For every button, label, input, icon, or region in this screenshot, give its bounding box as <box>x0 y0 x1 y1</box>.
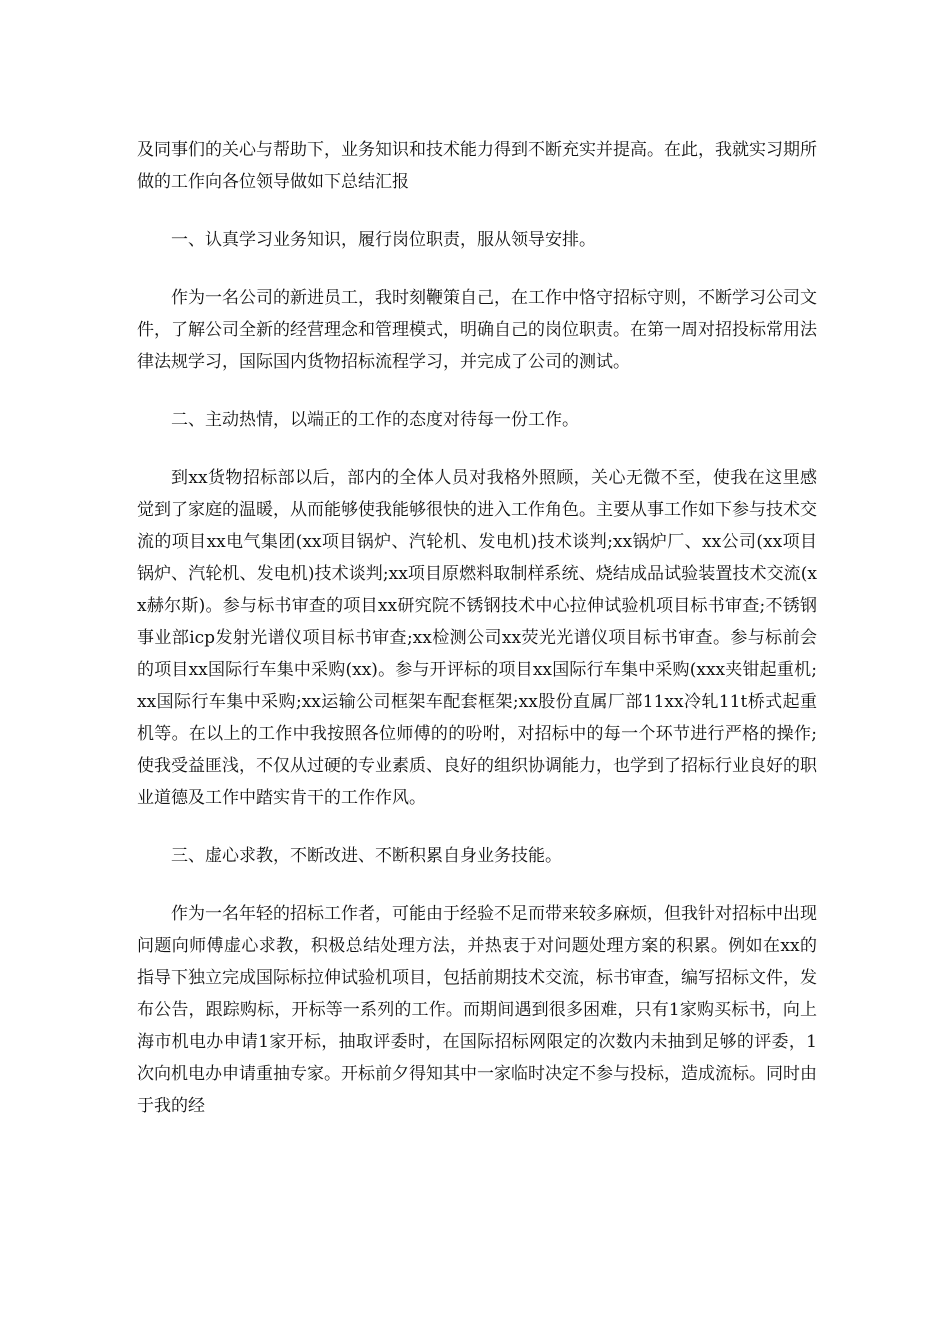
paragraph-section-1: 作为一名公司的新进员工，我时刻鞭策自己，在工作中恪守招标守则，不断学习公司文件，了解公司全新的经营理念和管理模式，明确自己的岗位职责。在第一周对招投标常用法律法规学习，国际国内货物招标流程学习，并完成了公司的测试。 <box>137 288 817 372</box>
paragraph-section-2: 到xx货物招标部以后，部内的全体人员对我格外照顾，关心无微不至，使我在这里感觉到了家庭的温暖，从而能够使我能够很快的进入工作角色。主要从事工作如下参与技术交流的项目xx电气集团(xx项目锅炉、汽轮机、发电机)技术谈判;xx锅炉厂、xx公司(xx项目锅炉、汽轮机、发电机)技术谈判;xx项目原燃料取制样系统、烧结成品试验装置技术交流(xx赫尔斯)。参与标书审查的项目xx研究院不锈钢技术中心拉伸试验机项目标书审查;不锈钢事业部icp发射光谱仪项目标书审查;xx检测公司xx荧光光谱仪项目标书审查。参与标前会的项目xx国际行车集中采购(xx)。参与开评标的项目xx国际行车集中采购(xxx夹钳起重机;xx国际行车集中采购;xx运输公司框架车配套框架;xx股份直属厂部11xx冷轧11t桥式起重机等。在以上的工作中我按照各位师傅的的吩咐，对招标中的每一个环节进行严格的操作;使我受益匪浅，不仅从过硬的专业素质、良好的组织协调能力，也学到了招标行业良好的职业道德及工作中踏实肯干的工作作风。 <box>137 468 817 808</box>
section-heading-2: 二、主动热情，以端正的工作的态度对待每一份工作。 <box>171 410 579 430</box>
paragraph-intro-continuation: 及同事们的关心与帮助下，业务知识和技术能力得到不断充实并提高。在此，我就实习期所做的工作向各位领导做如下总结汇报 <box>137 140 817 192</box>
paragraph-section-3: 作为一名年轻的招标工作者，可能由于经验不足而带来较多麻烦，但我针对招标中出现问题向师傅虚心求教，积极总结处理方法，并热衷于对问题处理方案的积累。例如在xx的指导下独立完成国际标拉伸试验机项目，包括前期技术交流，标书审查，编写招标文件，发布公告，跟踪购标，开标等一系列的工作。而期间遇到很多困难，只有1家购买标书，向上海市机电办申请1家开标，抽取评委时，在国际招标网限定的次数内未抽到足够的评委，1次向机电办申请重抽专家。开标前夕得知其中一家临时决定不参与投标，造成流标。同时由于我的经 <box>137 904 817 1116</box>
section-heading-1: 一、认真学习业务知识，履行岗位职责，服从领导安排。 <box>171 230 596 250</box>
section-heading-3: 三、虚心求教，不断改进、不断积累自身业务技能。 <box>171 846 562 866</box>
document-body <box>137 134 817 1122</box>
